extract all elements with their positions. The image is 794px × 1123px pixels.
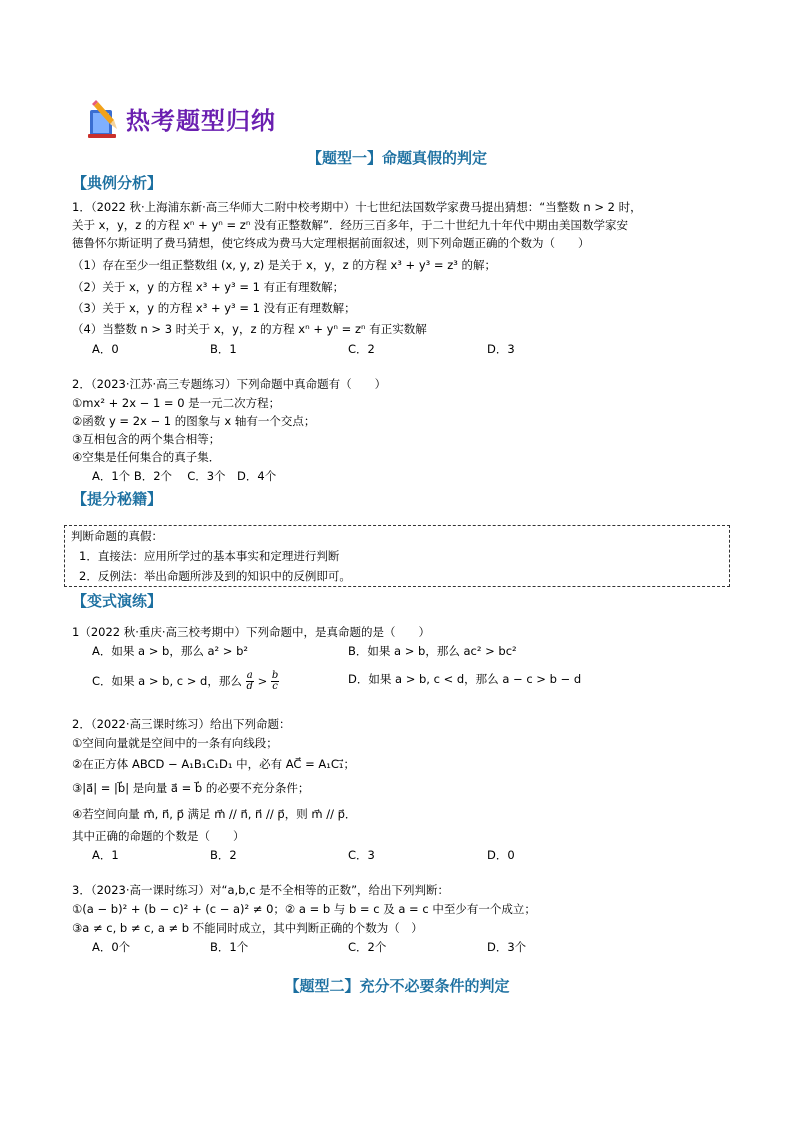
fraction-a-over-d: [246, 671, 254, 692]
p3-option-b: B．1个: [210, 940, 249, 954]
q1-option-d: D．3: [487, 342, 515, 356]
type1-heading: 【题型一】命题真假的判定: [306, 149, 487, 167]
q1-statement3: （3）关于 x，y 的方程 x³ + y³ = 1 没有正有理数解；: [72, 301, 356, 315]
type2-heading: 【题型二】充分不必要条件的判定: [284, 977, 510, 995]
tips-box: [64, 525, 730, 587]
q1-statement4: （4）当整数 n > 3 时关于 x，y，z 的方程 xⁿ + yⁿ = zⁿ 有正实数解: [72, 322, 427, 336]
p2-stem: 2．（2022·高三课时练习）给出下列命题：: [72, 717, 291, 731]
q1-line3: 德鲁怀尔斯证明了费马猜想，使它终成为费马大定理根据前面叙述，则下列命题正确的个数为（ ）: [72, 236, 590, 250]
p3-stem: 3．（2023·高一课时练习）对“a,b,c 是不全相等的正数”，给出下列判断：: [72, 883, 450, 897]
q2-statement2: ②函数 y = 2x − 1 的图象与 x 轴有一个交点；: [72, 414, 316, 428]
pencil-book-icon: [84, 96, 124, 140]
p3-option-d: D．3个: [487, 940, 527, 954]
p1-option-a: A．如果 a > b，那么 a² > b²: [92, 644, 248, 658]
p3-statement1: ①(a − b)² + (b − c)² + (c − a)² ≠ 0；② a = b 与 b = c 及 a = c 中至少有一个成立；: [72, 902, 536, 916]
q2-statement3: ③互相包含的两个集合相等；: [72, 432, 221, 446]
p2-statement3: ③|a⃗| = |b⃗| 是向量 a⃗ = b⃗ 的必要不充分条件；: [72, 781, 310, 795]
q2-stem: 2．（2023·江苏·高三专题练习）下列命题中真命题有（ ）: [72, 377, 387, 391]
page-title: 热考题型归纳: [126, 106, 276, 135]
tips-label: 【提分秘籍】: [72, 490, 163, 508]
p2-option-c: C．3: [348, 848, 375, 862]
p2-option-a: A．1: [92, 848, 119, 862]
p1-option-d: D．如果 a > b, c < d，那么 a − c > b − d: [348, 672, 582, 686]
p1-stem: 1（2022 秋·重庆·高三校考期中）下列命题中，是真命题的是（ ）: [72, 625, 431, 639]
frac-numerator: b: [271, 670, 279, 681]
q1-statement2: （2）关于 x，y 的方程 x³ + y³ = 1 有正有理数解；: [72, 280, 345, 294]
p2-statement4: ④若空间向量 m⃗, n⃗, p⃗ 满足 m⃗ // n⃗, n⃗ // p⃗，则 m⃗ // p⃗．: [72, 807, 357, 821]
p1-option-c-text: C．如果 a > b, c > d，那么: [92, 674, 242, 688]
greater-than-sign: >: [257, 674, 268, 688]
practice-label: 【变式演练】: [72, 592, 163, 610]
tips-item2: 2．反例法：举出命题所涉及到的知识中的反例即可。: [79, 569, 351, 583]
q1-option-a: A．0: [92, 342, 119, 356]
q2-statement1: ①mx² + 2x − 1 = 0 是一元二次方程；: [72, 396, 281, 410]
frac-numerator: a: [246, 670, 253, 681]
p3-statement2: ③a ≠ c, b ≠ c, a ≠ b 不能同时成立，其中判断正确的个数为（ ）: [72, 921, 423, 935]
q1-line2: 关于 x，y，z 的方程 xⁿ + yⁿ = zⁿ 没有正整数解”．经历三百多年，于二十世纪九十年代中期由美国数学家安: [72, 218, 629, 232]
q1-line1: 1．（2022 秋·上海浦东新·高三华师大二附中校考期中）十七世纪法国数学家费马提出猜想：“当整数 n > 2 时，: [72, 200, 642, 214]
example-analysis-label: 【典例分析】: [72, 174, 163, 192]
tips-intro: 判断命题的真假：: [71, 529, 163, 543]
frac-denominator: c: [272, 681, 278, 692]
tips-item1: 1．直接法：应用所学过的基本事实和定理进行判断: [79, 549, 340, 563]
q2-statement4: ④空集是任何集合的真子集．: [72, 450, 221, 464]
p2-option-d: D．0: [487, 848, 515, 862]
p2-option-b: B．2: [210, 848, 237, 862]
q1-option-b: B．1: [210, 342, 237, 356]
p1-option-c: [92, 671, 279, 692]
p2-statement1: ①空间向量就是空间中的一条有向线段；: [72, 736, 278, 750]
fraction-b-over-c: [271, 671, 279, 692]
section-logo: [84, 96, 276, 140]
p1-option-b: B．如果 a > b，那么 ac² > bc²: [348, 644, 517, 658]
p3-option-a: A．0个: [92, 940, 131, 954]
q1-option-c: C．2: [348, 342, 375, 356]
p3-option-c: C．2个: [348, 940, 387, 954]
p2-statement2: ②在正方体 ABCD − A₁B₁C₁D₁ 中，必有 AC⃗ = A₁C₁⃗；: [72, 757, 356, 771]
q2-options: A．1个 B．2个 C．3个 D．4个: [92, 469, 277, 483]
q1-statement1: （1）存在至少一组正整数组 (x, y, z) 是关于 x，y，z 的方程 x³ + y³ = z³ 的解；: [72, 258, 497, 272]
frac-denominator: d: [246, 681, 253, 692]
p2-statement5: 其中正确的命题的个数是（ ）: [72, 829, 245, 843]
